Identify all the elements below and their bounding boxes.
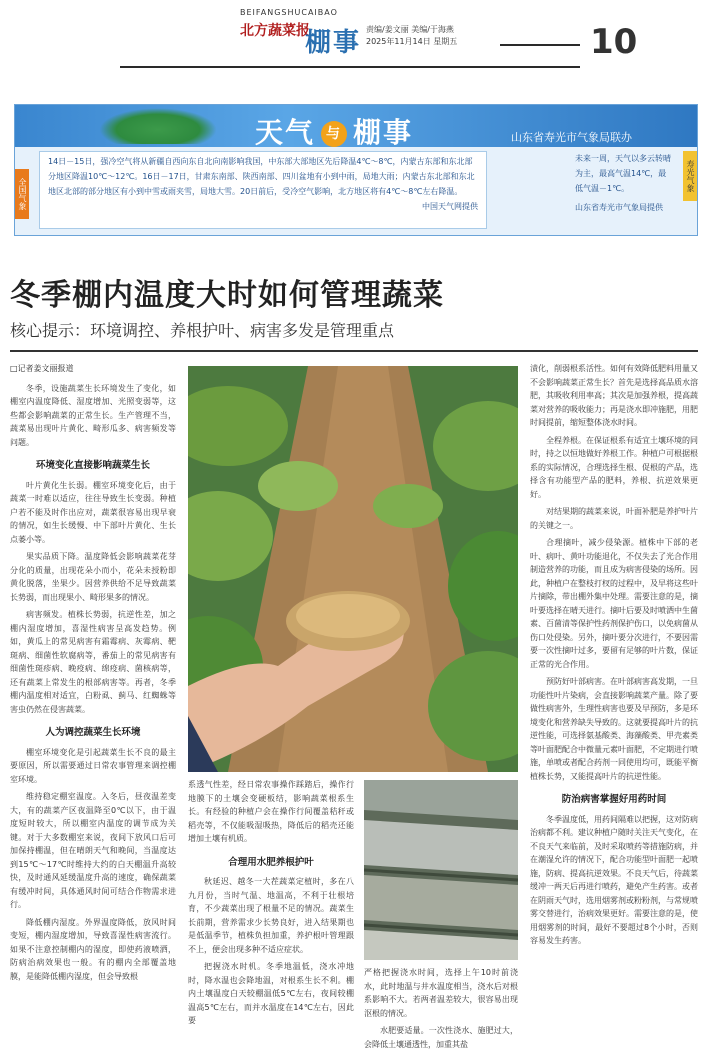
headline-rule [10,350,698,352]
paragraph: 降低棚内湿度。外界温度降低，放风时间变短，棚内湿度增加，导致喜湿性病害流行。如果不注意控制棚内的湿度，即使药液喷洒，防病治病效果也一般。有的棚内全部覆盖地膜，是能降低棚内湿度，但会导致根 [10,917,176,981]
paragraph: 维持稳定棚室温度。入冬后，昼夜温差变大，有的蔬菜产区夜温降至0℃以下，由于温度短时较大，所以棚室内温度的调节成为关键。对于大多数棚室来说，夜间下放风口后可加保持棚温，但在晴朗天气和晚间，当温度达到15℃～17℃时维持大约的白天棚温升高较快，及时通风延缓温度升高的速度，确保蔬菜有缓冲时间，具体通风时间可结合作物需求进行。 [10,792,176,909]
banner-title-mid: 与 [321,121,347,147]
masthead [0,0,708,88]
section-name: 棚事 [305,28,362,58]
paragraph: 叶片黄化生长弱。棚室环境变化后，由于蔬菜一时难以适应，往往导致生长变弱。种植户若不能及时作出应对，蔬菜很容易出现早衰的情况，如生长缓慢、中下部叶片黄化、生长点萎小等。 [10,480,176,544]
section-heading: 环境变化直接影响蔬菜生长 [35,460,150,471]
paragraph: 全程养根。在保证根系有适宜土壤环境的同时，持之以恒地做好养根工作。种植户可根据根系的实际情况，合理选择生根、促根的产品，选择含有功能型产品的肥料，养根、抗逆效果更好。 [530,435,698,499]
national-weather-tag: 全国气象 [15,169,29,219]
paragraph: 棚室环境变化是引起蔬菜生长不良的最主要原因，所以需要通过日常农事管理来调控棚室环境。 [10,747,176,784]
masthead-rule-short [500,44,580,46]
section-heading: 防治病害掌握好用药时间 [561,794,667,805]
byline: □记者姜文丽报道 [10,364,74,373]
issue-date: 2025年11月14日 星期五 [366,37,458,46]
paragraph: 对结果期的蔬菜来说，叶面补肥是养护叶片的关键之一。 [530,507,698,530]
paragraph: 预防好叶部病害。在叶部病害高发期，一旦功能性叶片染病，会直接影响蔬菜产量。除了要做性病害外，生理性病害也要及早预防，多是环境变化和营养缺失导致的。这就要提高叶片的抗逆性能，可选择氨基酸类、海藻酸类、甲壳素类等叶面肥配合中微量元素叶面肥，不定期进行喷施，单喷或者配合药剂一同使用均可，既能平衡植株长势，又能提高叶片的抗逆性能。 [530,677,698,781]
local-weather-box [575,151,685,229]
page-number: 10 [590,22,638,62]
banner-source: 山东省寿光市气象局联办 [511,131,632,144]
local-weather-tag: 寿光气象 [683,151,697,201]
article-headline: 冬季棚内温度大时如何管理蔬菜 [10,278,444,313]
paragraph: 把握浇水时机。冬季地温低，浇水冲地时，降水温也会降地温，对根系生长不利。棚内土壤温度白天较棚温低5℃左右，夜间较棚温高5℃左右，而并水温度在14℃左右，因此要 [188,962,354,1025]
paragraph: 冬季温度低，用药间隔难以把握，这对防病治病都不利。建议种植户随时关注天气变化，在不良天气来临前，及时采取喷药等措施防病，并在潮湿允许的情况下，配合功能型叶面肥一起喷施，防病、提高抗逆效果。不良天气后，待蔬菜缓冲一两天后再进行喷药，避免产生药害。或者在阴雨天气时，选用烟雾剂或粉粉剂，与常规喷雾交替进行，治病效果更好。需要注意的是，使用烟雾剂的时间，最好不要超过8个小时，否则容易发生药害。 [530,814,698,945]
banner-title-left: 天气 [255,116,316,149]
article-column-2 [188,778,354,1060]
article-column-4 [530,362,698,1060]
local-weather-text: 未来一周，天气以多云转晴为主，最高气温14℃，最低气温－1℃。 [575,154,671,193]
logo-pinyin: BEIFANGSHUCAIBAO [240,8,338,17]
paragraph: 水肥要适量。一次性浇水、施肥过大，会降低土壤通透性，加重其盐 [364,1026,518,1049]
section-heading: 人为调控蔬菜生长环境 [45,727,141,738]
article-photo-hand-with-roots [188,366,518,772]
section-heading: 合理用水肥养根护叶 [228,856,314,868]
photo-illustration [188,366,518,772]
paragraph: 合理摘叶，减少侵染源。植株中下部的老叶、病叶、黄叶功能退化，不仅失去了光合作用制造营养的功能，而且成为病害侵染的场所。因此，种植户在整枝打杈的过程中，及早将这些叶片摘除，带出棚外集中处理。需要注意的是，摘叶要选择在晴天进行。摘叶后要及时喷洒中生菌素、百菌清等保护性药剂保护伤口，以免病菌从伤口处侵染。另外，摘叶要分次进行，不要因需要一次性摘叶过多，要留有足够的叶片数，保证正常的光合作用。 [530,538,698,669]
national-weather-box [39,151,487,229]
masthead-meta [366,24,457,48]
weather-banner [14,104,698,236]
masthead-rule [120,66,580,68]
national-weather-source: 中国天气网提供 [422,202,478,211]
paragraph: 果实品质下降。温度降低会影响蔬菜花芽分化的质量，出现花朵小而小，花朵未授粉即黄化脱落，坐果少。因营养供给不足导致蔬菜长势弱，而出现果小、畸形果多的情况。 [10,552,176,602]
paragraph: 严格把握浇水时间，选择上午10时前浇水，此时地温与井水温度相当，浇水后对根系影响不大。若两者温差较大，很容易出现沤根的情况。 [364,968,518,1018]
article-subhead: 核心提示：环境调控、养根护叶、病害多发是管理重点 [10,321,395,340]
article-column-3 [364,966,518,1060]
newspaper-logo: 北方蔬菜报 [240,23,310,39]
banner-title [255,111,413,151]
local-weather-source: 山东省寿光市气象局提供 [575,203,663,212]
photo-illustration [364,780,518,960]
banner-title-right: 棚事 [353,116,414,149]
china-map-graphic [99,108,217,144]
editors: 责编/姜文丽 美编/于海燕 [366,25,454,34]
article-photo-mulch-rows [364,780,518,960]
banner-header [15,105,697,147]
paragraph: 冬季，设施蔬菜生长环境发生了变化，如棚室内温度降低、湿度增加、光照变弱等，这些都会影响蔬菜的正常生长。生产管理不当，蔬菜易出现叶片黄化、畸形瓜多、病害频发等问题。 [10,383,176,447]
paragraph: 系透气性差，经日常农事操作踩踏后，操作行地膜下的土壤会变硬板结，影响蔬菜根系生长。有经验的种植户会在操作行间覆盖秸秆或稻壳等，不仅能吸湿吸热，降低后的稻壳还能增加土壤有机质。 [188,780,354,843]
national-weather-text: 14日－15日，强冷空气将从新疆自西向东自北向南影响我国，中东部大部地区先后降温4℃～8℃，内蒙古东部和东北部分地区降温10℃～12℃。16日－17日，甘肃东南部、陕西南部、四川盆地有小到中雨，局地大雨；内蒙古东北部和东北地区北部的部分地区有小到中雪或雨夹雪，局地大雪。20日前后，受冷空气影响，北方地区将有4℃～8℃左右降温。 [48,157,475,196]
paragraph: 渍化，削弱根系活性。如何有效降低肥料用量又不会影响蔬菜正常生长？首先是选择高品质水溶肥，其吸收利用率高；其次是加强养根，提高蔬菜对营养的吸收能力；再是浇水即冲施肥，用肥时间提前，缩短整体浇水时间。 [530,364,698,427]
paragraph: 病害频发。植株长势弱，抗逆性差，加之棚内湿度增加，喜湿性病害呈高发趋势。例如，黄瓜上的常见病害有霜霉病、灰霉病、靶斑病、细菌性软腐病等，番茄上的常见病害有细菌性斑疹病、晚疫病、绵疫病、菌核病等，还有蔬菜上常发生的根部病害等。再者，冬季棚内温度相对适宜，白粉虱、蓟马、红蜘蛛等害虫仍然在侵害蔬菜。 [10,610,176,714]
article-column-1 [10,362,176,1060]
paragraph: 秋延迟、越冬一大茬蔬菜定植时，多在八九月份，当时气温、地温高，不利于壮根培育，不少蔬菜出现了根量不足的情况。蔬菜生长前期，营养需求少长势良好，进入结果期也是低温季节，植株负担加重，养护根叶管理跟不上，便会出现多种不适应症状。 [188,877,354,954]
